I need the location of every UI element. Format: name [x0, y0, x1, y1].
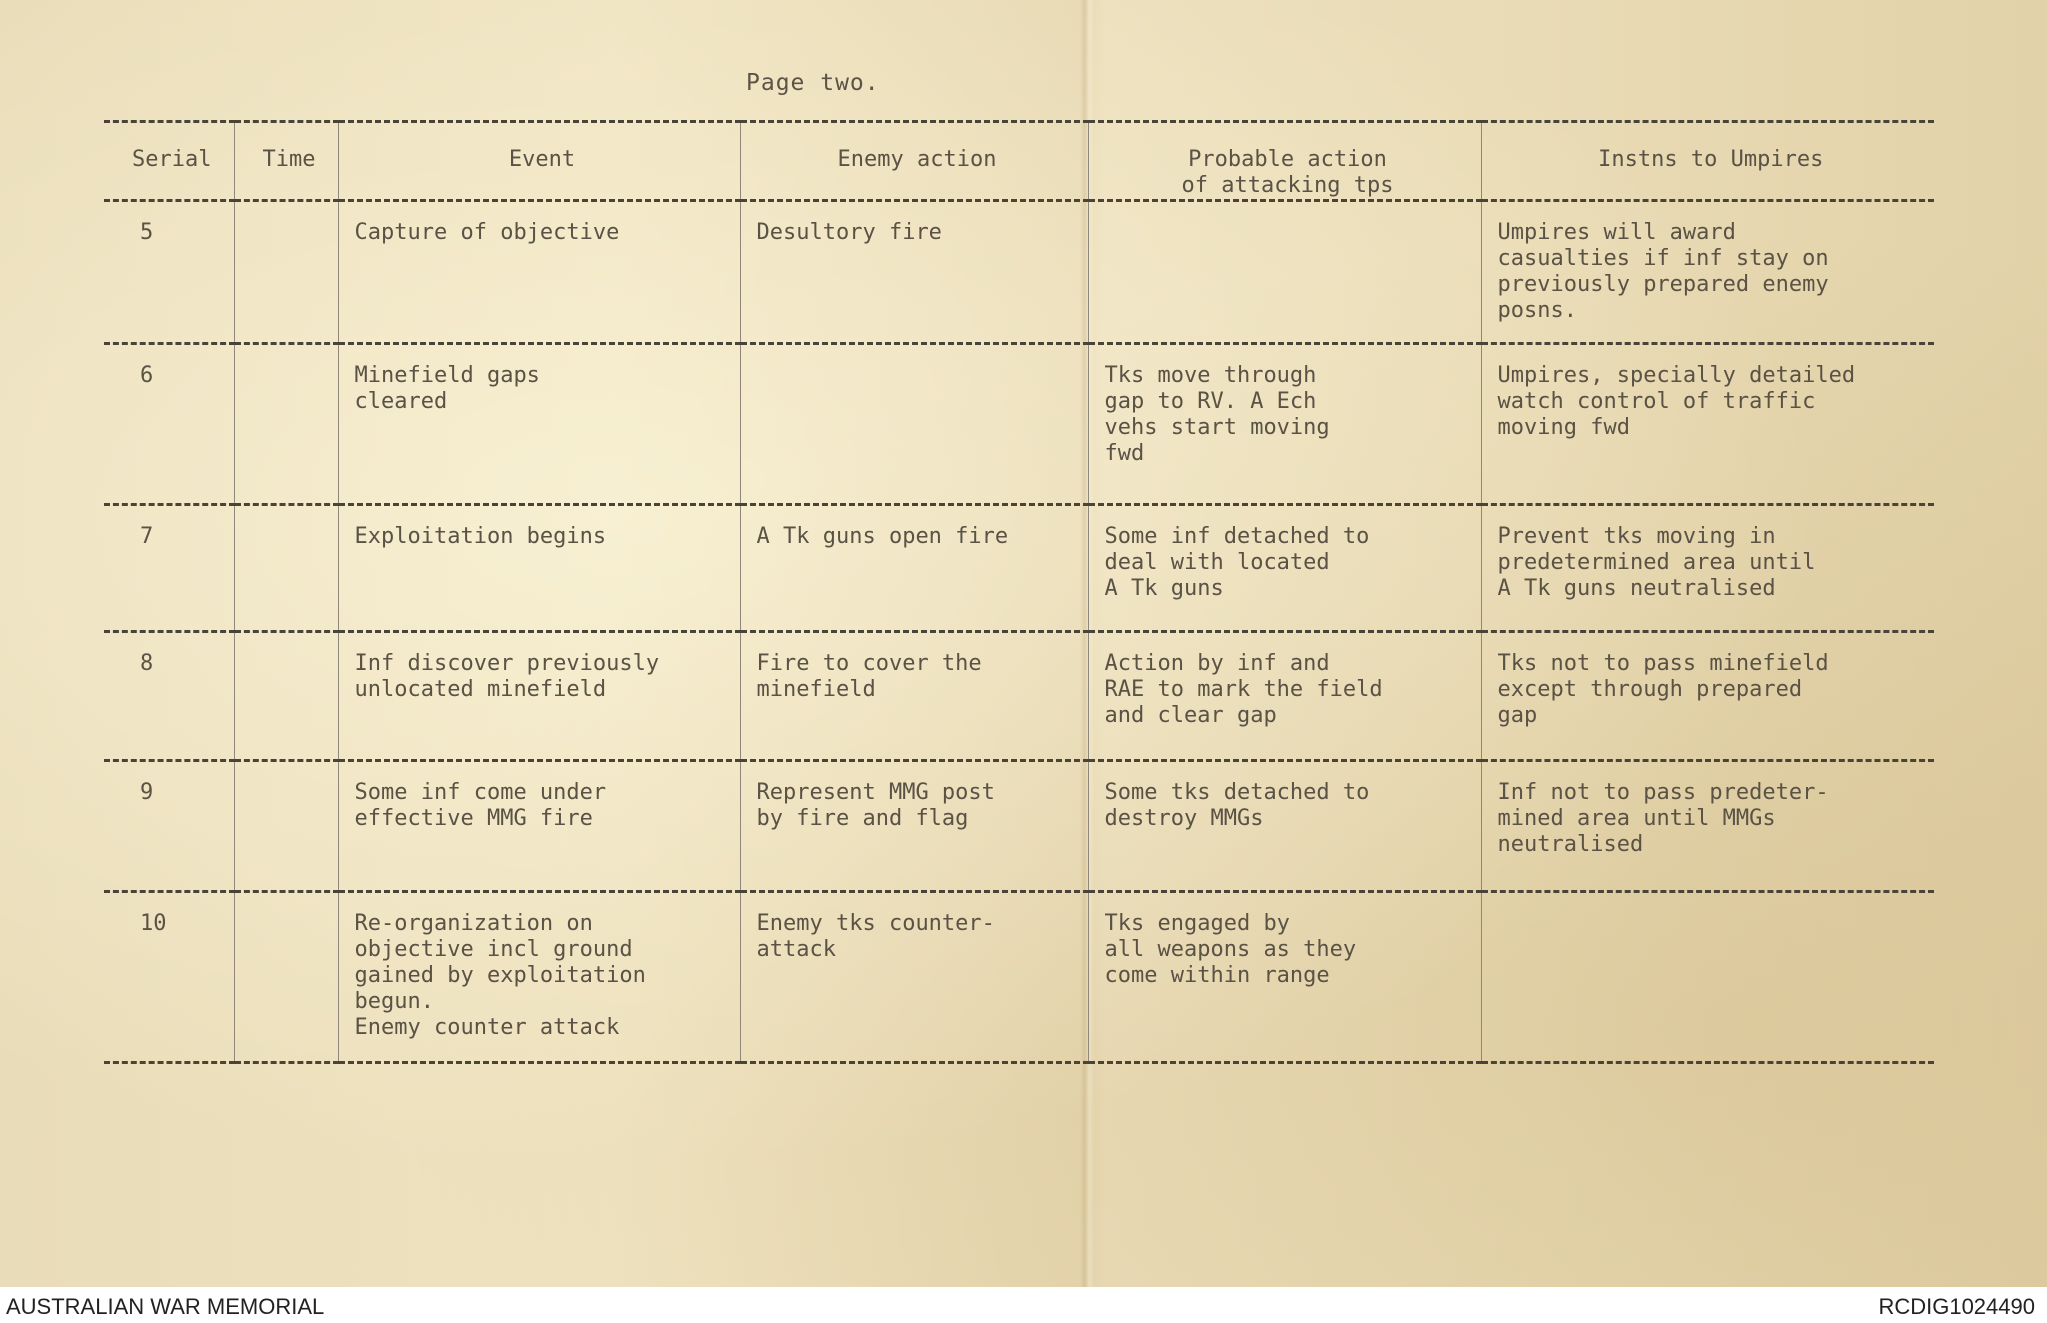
probable-action-cell: Action by inf and RAE to mark the field and clear gap	[1088, 632, 1481, 761]
instns-cell: Umpires will award casualties if inf stay on previously prepared enemy posns.	[1481, 201, 1934, 344]
serial-cell: 6	[104, 344, 234, 505]
event-cell: Capture of objective	[338, 201, 740, 344]
probable-action-cell: Tks engaged by all weapons as they come within range	[1088, 892, 1481, 1063]
footer-source: AUSTRALIAN WAR MEMORIAL	[6, 1294, 325, 1319]
time-cell	[234, 505, 338, 632]
table-row	[104, 761, 1934, 892]
instns-cell: Tks not to pass minefield except through prepared gap	[1481, 632, 1934, 761]
column-header-probable-action: Probable action of attacking tps	[1088, 122, 1481, 201]
instns-cell: Umpires, specially detailed watch control of traffic moving fwd	[1481, 344, 1934, 505]
enemy-action-cell: A Tk guns open fire	[740, 505, 1088, 632]
footer-id: RCDIG1024490	[1878, 1294, 2035, 1319]
time-cell	[234, 892, 338, 1063]
serial-cell: 9	[104, 761, 234, 892]
time-cell	[234, 632, 338, 761]
probable-action-cell	[1088, 201, 1481, 344]
column-header-event: Event	[338, 122, 740, 201]
column-header-serial: Serial	[104, 122, 234, 201]
probable-action-cell: Some tks detached to destroy MMGs	[1088, 761, 1481, 892]
time-cell	[234, 344, 338, 505]
event-cell: Exploitation begins	[338, 505, 740, 632]
enemy-action-cell	[740, 344, 1088, 505]
instns-cell: Inf not to pass predeter- mined area until MMGs neutralised	[1481, 761, 1934, 892]
probable-action-cell: Tks move through gap to RV. A Ech vehs start moving fwd	[1088, 344, 1481, 505]
table-row	[104, 505, 1934, 632]
event-cell: Inf discover previously unlocated minefield	[338, 632, 740, 761]
time-cell	[234, 201, 338, 344]
table-row	[104, 632, 1934, 761]
page-number: Page two.	[746, 70, 880, 96]
column-header-time: Time	[234, 122, 338, 201]
probable-action-cell: Some inf detached to deal with located A Tk guns	[1088, 505, 1481, 632]
serial-cell: 10	[104, 892, 234, 1063]
event-cell: Re-organization on objective incl ground gained by exploitation begun. Enemy counter attack	[338, 892, 740, 1063]
table-row	[104, 201, 1934, 344]
instns-cell	[1481, 892, 1934, 1063]
enemy-action-cell: Enemy tks counter- attack	[740, 892, 1088, 1063]
time-cell	[234, 761, 338, 892]
enemy-action-cell: Represent MMG post by fire and flag	[740, 761, 1088, 892]
table-row	[104, 892, 1934, 1063]
event-cell: Some inf come under effective MMG fire	[338, 761, 740, 892]
event-cell: Minefield gaps cleared	[338, 344, 740, 505]
column-header-enemy-action: Enemy action	[740, 122, 1088, 201]
table-row	[104, 344, 1934, 505]
header-row	[104, 122, 1934, 201]
serial-cell: 5	[104, 201, 234, 344]
exercise-table	[104, 120, 1934, 1064]
instns-cell: Prevent tks moving in predetermined area until A Tk guns neutralised	[1481, 505, 1934, 632]
enemy-action-cell: Desultory fire	[740, 201, 1088, 344]
enemy-action-cell: Fire to cover the minefield	[740, 632, 1088, 761]
column-header-instns-to-umpires: Instns to Umpires	[1481, 122, 1934, 201]
serial-cell: 7	[104, 505, 234, 632]
serial-cell: 8	[104, 632, 234, 761]
